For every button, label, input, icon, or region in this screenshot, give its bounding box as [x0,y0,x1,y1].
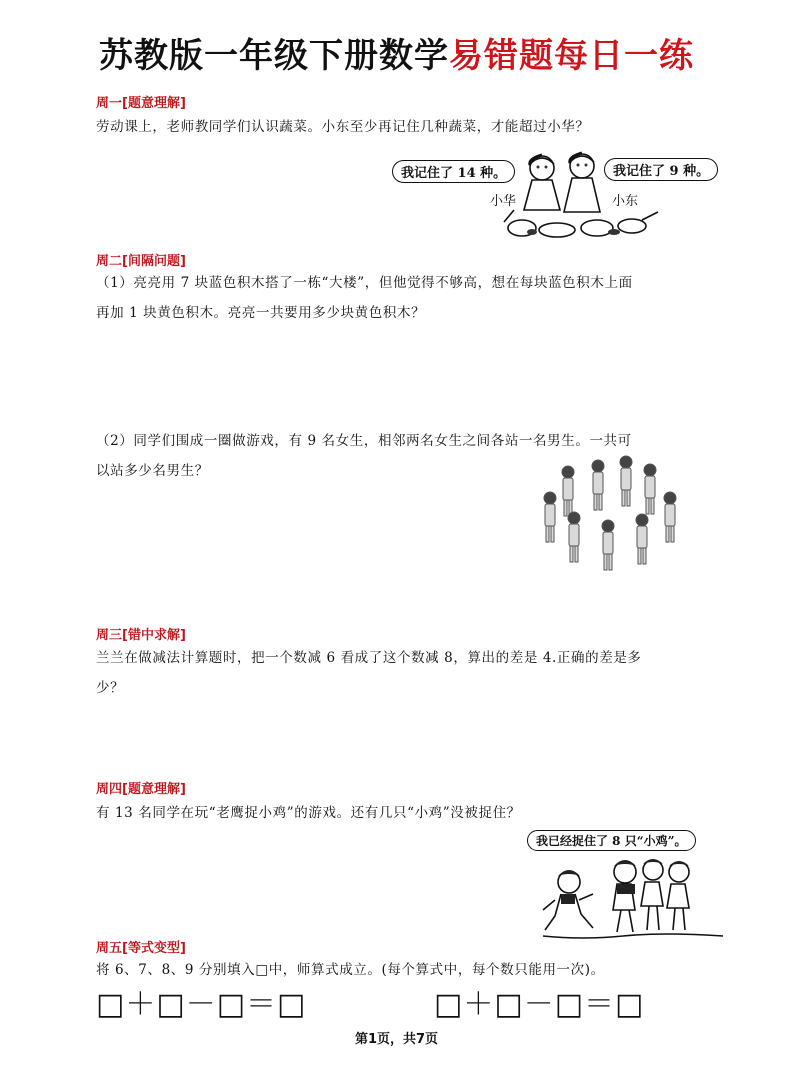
wednesday-line2: 少？ [96,680,125,696]
speech-bubble-xiaodong: 我记住了 9 种。 [604,158,718,181]
children-circle-drawing [540,452,690,580]
thursday-question: 有 13 名同学在玩“老鹰捉小鸡”的游戏。还有几只“小鸡”没被捉住？ [96,805,521,821]
section-label-thursday: 周四[题意理解] [96,782,186,797]
section-label-monday: 周一[题意理解] [96,96,186,111]
speech-bubble-eagle: 我已经捉住了 8 只“小鸡”。 [527,830,696,851]
name-xiaodong: 小东 [612,194,639,209]
title-main: 苏教版一年级下册数学 [99,36,449,76]
title-highlight: 易错题每日一练 [449,36,694,76]
eagle-chick-game-illustration [525,826,735,944]
page-title [0,34,793,78]
wednesday-line1: 兰兰在做减法计算题时，把一个数减 6 看成了这个数减 8，算出的差是 4.正确的差是多 [96,650,642,666]
tuesday-q1-line2: 再加 1 块黄色积木。亮亮一共要用多少块黄色积木？ [96,305,426,321]
tuesday-q1-line1: （1）亮亮用 7 块蓝色积木搭了一栋“大楼”，但他觉得不够高，想在每块蓝色积木上面 [96,275,633,291]
tuesday-q2-line1: （2）同学们围成一圈做游戏，有 9 名女生，相邻两名女生之间各站一名男生。一共可 [96,433,632,449]
speech-bubble-xiaohua: 我记住了 14 种。 [392,160,515,183]
circle-of-children-illustration [540,452,690,580]
tuesday-q2-line2: 以站多少名男生？ [96,463,209,479]
section-label-wednesday: 周三[错中求解] [96,628,186,643]
section-label-friday: 周五[等式变型] [96,941,186,956]
equation-1: □＋□－□＝□ [96,987,307,1022]
vegetable-kids-illustration [392,150,737,242]
section-label-tuesday: 周二[间隔问题] [96,254,186,269]
name-xiaohua: 小华 [490,194,517,209]
friday-question: 将 6、7、8、9 分别填入□中，师算式成立。(每个算式中，每个数只能用一次)。 [96,962,605,978]
monday-question: 劳动课上，老师教同学们认识蔬菜。小东至少再记住几种蔬菜，才能超过小华？ [96,119,590,135]
kids-drawing [392,150,737,242]
page-footer: 第1页，共7页 [354,1032,439,1047]
equation-2: □＋□－□＝□ [434,987,645,1022]
chase-drawing [525,826,735,944]
